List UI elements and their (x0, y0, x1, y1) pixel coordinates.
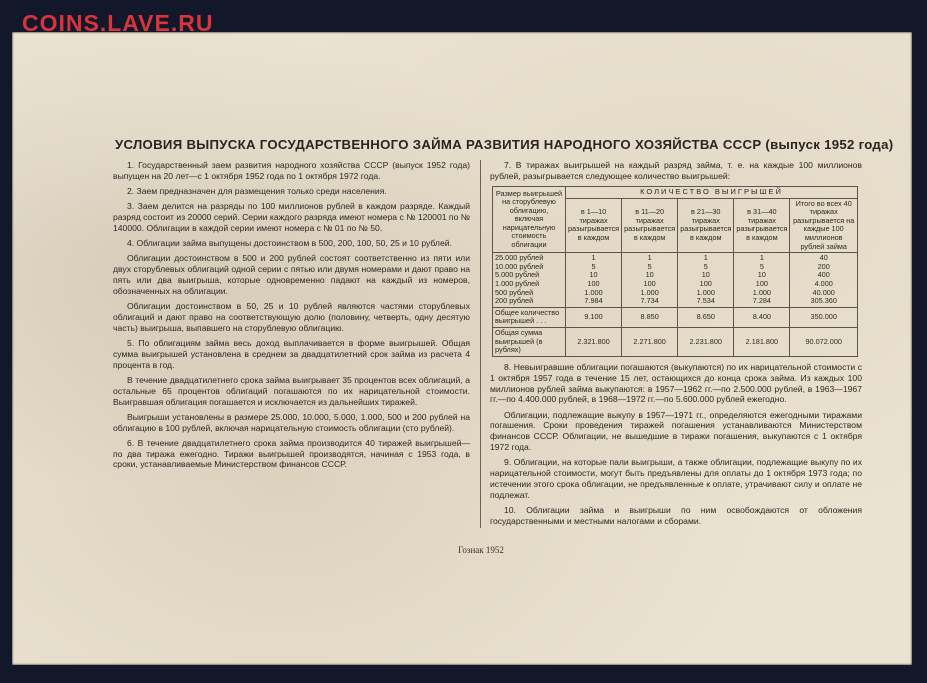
table-row (493, 253, 858, 308)
left-paragraph: 4. Облигации займа выпущены достоинством в 500, 200, 100, 50, 25 и 10 рублей. (127, 238, 452, 248)
table-corner-header: Размер выигрышей на сторублевую облигацию, включая нарицательную стоимость облигации (493, 187, 566, 253)
count-value: 5 (591, 261, 596, 271)
count-cell (790, 253, 858, 308)
prize-label: 1.000 рублей (495, 278, 540, 288)
watermark: COINS.LAVE.RU (22, 10, 214, 36)
prize-label: 500 рублей (495, 287, 534, 297)
total-sum-value: 2.181.800 (734, 327, 790, 356)
prize-label: 25.000 рублей (495, 253, 544, 263)
total-sum-value: 2.321.800 (565, 327, 621, 356)
count-value: 400 (817, 270, 830, 280)
count-value: 7.284 (752, 296, 771, 306)
printer-mark: Гознак 1952 (458, 545, 504, 555)
total-sum-value: 2.231.800 (678, 327, 734, 356)
right-intro: 7. В тиражах выигрышей на каждый разряд займа, т. е. на каждые 100 миллионов рублей, разыгрывается следующее количество выигрышей: (490, 160, 862, 181)
table-row (493, 327, 858, 356)
count-value: 10 (757, 270, 766, 280)
total-sum-value: 90.072.000 (790, 327, 858, 356)
table-group-header: КОЛИЧЕСТВО ВЫИГРЫШЕЙ (565, 187, 857, 199)
prize-label-cell (493, 253, 566, 308)
left-paragraph: 3. Заем делится на разряды по 100 миллионов рублей в каждом разряде. Каждый разряд состоит из 20000 серий. Серии каждого разряда имеют номера с № 120001 по № 140000. Облигации в каждой серии имеют номера с № 01 по № 50. (113, 201, 470, 233)
total-count-value: 8.650 (678, 307, 734, 327)
left-column (113, 160, 470, 475)
count-value: 10 (701, 270, 710, 280)
count-cell (678, 253, 734, 308)
count-value: 1 (759, 253, 764, 263)
count-value: 7.984 (584, 296, 603, 306)
right-paragraph: 10. Облигации займа и выигрыши по ним освобождаются от обложения государственными и местными налогами и сборами. (490, 505, 862, 527)
count-cell (622, 253, 678, 308)
count-value: 5 (703, 261, 708, 271)
count-value: 40 (819, 253, 828, 263)
table-row (493, 307, 858, 327)
table-col-header: в 21—30 тиражах разыгрывается в каждом (678, 198, 734, 253)
left-paragraph: 5. По облигациям займа весь доход выплачивается в форме выигрышей. Общая сумма выигрышей установлена в среднем за двадцатилетний срок займа из расчета 4 процента в год. (113, 337, 470, 370)
count-value: 1 (703, 253, 708, 263)
count-value: 200 (817, 261, 830, 271)
left-paragraph: 6. В течение двадцатилетнего срока займа производится 40 тиражей выигрышей—по два тиража ежегодно. Тиражи выигрышей производятся, начиная с 1953 года, в сроки, устанавливаемые Министерством финансов СССР. (113, 437, 470, 470)
count-value: 5 (759, 261, 764, 271)
count-value: 305.360 (810, 296, 837, 306)
count-value: 100 (699, 278, 712, 288)
count-value: 4.000 (814, 278, 833, 288)
total-count-value: 8.400 (734, 307, 790, 327)
document-title: УСЛОВИЯ ВЫПУСКА ГОСУДАРСТВЕННОГО ЗАЙМА РАЗВИТИЯ НАРОДНОГО ХОЗЯЙСТВА СССР (выпуск 1952 года) (115, 137, 894, 152)
total-count-value: 8.850 (622, 307, 678, 327)
count-value: 100 (755, 278, 768, 288)
total-count-label: Общее количество выигрышей . . . (493, 307, 566, 327)
left-paragraph: 2. Заем предназначен для размещения только среди населения. (127, 186, 387, 196)
left-paragraph: Выигрыши установлены в размере 25.000, 10.000, 5.000, 1.000, 500 и 200 рублей на облигацию в 100 рублей, включая нарицательную стоимость облигации (сто рублей). (113, 411, 470, 433)
count-value: 100 (587, 278, 600, 288)
count-value: 40.000 (812, 287, 835, 297)
total-sum-value: 2.271.800 (622, 327, 678, 356)
total-count-value: 9.100 (565, 307, 621, 327)
count-value: 10 (589, 270, 598, 280)
right-column (490, 160, 862, 531)
prize-label: 200 рублей (495, 296, 534, 306)
table-col-header: в 11—20 тиражах разыгрывается в каждом (622, 198, 678, 253)
count-value: 10 (645, 270, 654, 280)
prize-label: 10.000 рублей (495, 261, 544, 271)
count-value: 100 (643, 278, 656, 288)
total-sum-label: Общая сумма выигрышей (в рублях) (493, 327, 566, 356)
count-value: 1.000 (752, 287, 771, 297)
table-col-header: Итого во всех 40 тиражах разыгрывается на каждые 100 миллионов рублей займа (790, 198, 858, 253)
right-paragraph: 8. Невыигравшие облигации погашаются (выкупаются) по их нарицательной стоимости с 1 октября 1957 года в течение 15 лет, остающихся до конца срока займа. Из каждых 100 миллионов рублей займа выкупаются: в 1957—1962 гг.—по 2.500.000 рублей, в 1963—1967 гг.—по 4.400.000 рублей, в 1968—1972 гг.—по 5.600.000 рублей ежегодно. (490, 361, 862, 405)
count-value: 1 (591, 253, 596, 263)
table-col-header: в 1—10 тиражах разыгрывается в каждом (565, 198, 621, 253)
left-paragraph: 1. Государственный заем развития народного хозяйства СССР (выпуск 1952 года) выпущен на 20 лет—с 1 октября 1952 года по 1 октября 1972 года. (113, 160, 470, 181)
count-value: 7.734 (640, 296, 659, 306)
right-paragraph: Облигации, подлежащие выкупу в 1957—1971 гг., определяются ежегодными тиражами погашения. Сроки проведения тиражей погашения устанавливаются Министерством финансов СССР. Облигации, не вышедшие в тиражи погашения, выкупаются с 1 октября 1972 года. (490, 409, 862, 453)
table-col-header: в 31—40 тиражах разыгрывается в каждом (734, 198, 790, 253)
count-value: 1.000 (640, 287, 659, 297)
count-value: 1 (647, 253, 652, 263)
left-paragraph: В течение двадцатилетнего срока займа выигрывает 35 процентов всех облигаций, а остальные 65 процентов облигаций погашаются по их нарицательной стоимости. Выигравшая облигация погашается и исключается из дальнейших тиражей. (113, 374, 470, 407)
count-value: 5 (647, 261, 652, 271)
count-cell (565, 253, 621, 308)
count-cell (734, 253, 790, 308)
count-value: 1.000 (584, 287, 603, 297)
right-paragraph: 9. Облигации, на которые пали выигрыши, а также облигации, подлежащие выкупу по их нарицательной стоимости, могут быть предъявлены для оплаты до 1 октября 1973 года; по истечении этого срока облигации, не предъявленные к оплате, утрачивают силу и оплате не подлежат. (490, 457, 862, 501)
left-paragraph: Облигации достоинством в 50, 25 и 10 рублей являются частями сторублевых облигаций и дают право на соответствующую долю (половину, четверть, одну десятую часть) выигрыша, выпавшего на сторублевую облигацию. (113, 300, 470, 333)
prize-label: 5.000 рублей (495, 270, 540, 280)
count-value: 1.000 (696, 287, 715, 297)
total-count-value: 350.000 (790, 307, 858, 327)
column-divider (480, 160, 481, 528)
prize-table (492, 186, 858, 357)
left-paragraph: Облигации достоинством в 500 и 200 рублей состоят соответственно из пяти или двух сторублевых облигаций одной серии с пятью или двумя номерами и дают право на пять или два выигрыша, которые одновременно падают на каждый из номеров, обозначенных на облигации. (113, 253, 470, 296)
count-value: 7.534 (696, 296, 715, 306)
